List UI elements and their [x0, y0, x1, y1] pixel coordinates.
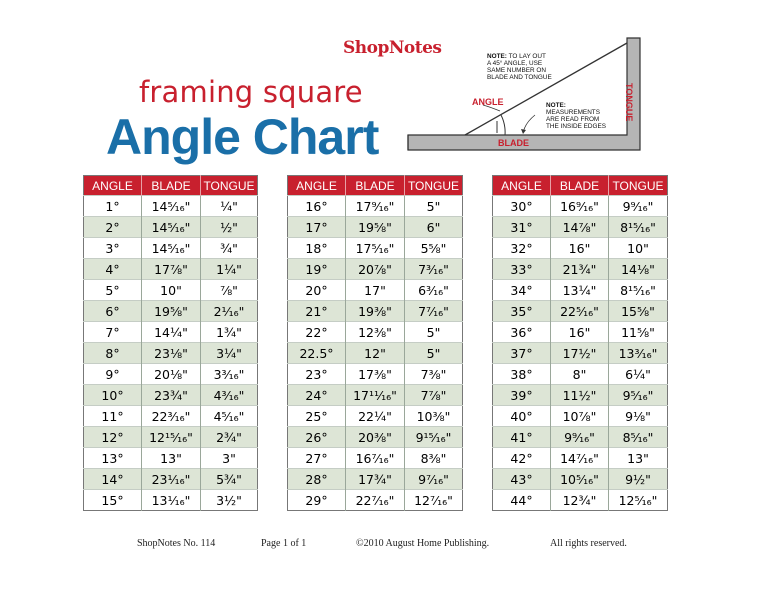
- blade-cell: 23¾": [142, 385, 201, 406]
- angle-cell: 34°: [493, 280, 551, 301]
- angle-cell: 20°: [288, 280, 346, 301]
- tongue-cell: 12⁵⁄₁₆": [609, 490, 668, 511]
- brand-logo: ShopNotes: [343, 38, 442, 58]
- note-line-6: ARE READ FROM: [546, 116, 600, 123]
- angle-cell: 18°: [288, 238, 346, 259]
- table-row: [84, 322, 258, 343]
- blade-cell: 22⁵⁄₁₆": [551, 301, 609, 322]
- tongue-cell: 12⁷⁄₁₆": [405, 490, 463, 511]
- tongue-cell: 15⅝": [609, 301, 668, 322]
- angle-cell: 15°: [84, 490, 142, 511]
- blade-cell: 20⅜": [346, 427, 405, 448]
- table-row: [84, 343, 258, 364]
- header-blade: BLADE: [346, 176, 405, 196]
- header-angle: ANGLE: [288, 176, 346, 196]
- tongue-cell: ¾": [201, 238, 258, 259]
- table-row: [84, 217, 258, 238]
- table-row: [493, 343, 668, 364]
- tongue-cell: 3": [201, 448, 258, 469]
- blade-cell: 17⅜": [346, 364, 405, 385]
- footer-copyright: ©2010 August Home Publishing.: [356, 538, 490, 549]
- blade-cell: 8": [551, 364, 609, 385]
- table-body: [288, 196, 463, 511]
- angle-cell: 17°: [288, 217, 346, 238]
- blade-cell: 16": [551, 322, 609, 343]
- blade-cell: 17¹¹⁄₁₆": [346, 385, 405, 406]
- blade-cell: 13¹⁄₁₆": [142, 490, 201, 511]
- table-row: [493, 406, 668, 427]
- angle-cell: 39°: [493, 385, 551, 406]
- blade-cell: 10": [142, 280, 201, 301]
- angle-cell: 24°: [288, 385, 346, 406]
- blade-cell: 22⁷⁄₁₆": [346, 490, 405, 511]
- tongue-cell: 5": [405, 196, 463, 217]
- angle-cell: 9°: [84, 364, 142, 385]
- tongue-label: TONGUE: [624, 83, 634, 122]
- page-subtitle: framing square: [139, 75, 363, 109]
- angle-cell: 40°: [493, 406, 551, 427]
- angle-cell: 31°: [493, 217, 551, 238]
- angle-cell: 3°: [84, 238, 142, 259]
- table-row: [84, 385, 258, 406]
- blade-cell: 20⅞": [346, 259, 405, 280]
- blade-cell: 23⅛": [142, 343, 201, 364]
- blade-cell: 17": [346, 280, 405, 301]
- diagram-note-measure: [546, 102, 606, 130]
- angle-cell: 22°: [288, 322, 346, 343]
- table-row: [288, 259, 463, 280]
- blade-cell: 12¾": [551, 490, 609, 511]
- angle-cell: 28°: [288, 469, 346, 490]
- blade-cell: 14⅞": [551, 217, 609, 238]
- blade-cell: 11½": [551, 385, 609, 406]
- tongue-cell: 3¼": [201, 343, 258, 364]
- blade-cell: 20⅛": [142, 364, 201, 385]
- tongue-cell: 4³⁄₁₆": [201, 385, 258, 406]
- tongue-cell: ½": [201, 217, 258, 238]
- table-row: [493, 301, 668, 322]
- angle-cell: 33°: [493, 259, 551, 280]
- table-row: [288, 490, 463, 511]
- table-row: [84, 259, 258, 280]
- blade-cell: 9⁹⁄₁₆": [551, 427, 609, 448]
- table-row: [288, 217, 463, 238]
- table-row: [493, 217, 668, 238]
- table-header-row: [288, 176, 463, 196]
- angle-cell: 37°: [493, 343, 551, 364]
- angle-cell: 19°: [288, 259, 346, 280]
- angle-cell: 32°: [493, 238, 551, 259]
- table-row: [493, 385, 668, 406]
- tongue-cell: 7⁷⁄₁₆": [405, 301, 463, 322]
- header-tongue: TONGUE: [405, 176, 463, 196]
- tongue-cell: 5¾": [201, 469, 258, 490]
- tongue-cell: 11⅝": [609, 322, 668, 343]
- tongue-cell: 7⅜": [405, 364, 463, 385]
- tongue-cell: 7³⁄₁₆": [405, 259, 463, 280]
- note-line-5: MEASUREMENTS: [546, 109, 600, 116]
- blade-cell: 16⁷⁄₁₆": [346, 448, 405, 469]
- table-row: [493, 259, 668, 280]
- angle-cell: 44°: [493, 490, 551, 511]
- angle-table-1: [83, 175, 258, 511]
- blade-cell: 19⅜": [346, 301, 405, 322]
- tongue-cell: 5": [405, 322, 463, 343]
- note-line-3: SAME NUMBER ON: [487, 67, 546, 74]
- table-header-row: [493, 176, 668, 196]
- angle-cell: 5°: [84, 280, 142, 301]
- table-row: [493, 448, 668, 469]
- table-row: [493, 427, 668, 448]
- tongue-cell: 5⅝": [405, 238, 463, 259]
- angle-cell: 11°: [84, 406, 142, 427]
- blade-label: BLADE: [498, 138, 529, 148]
- table-row: [84, 364, 258, 385]
- angle-cell: 42°: [493, 448, 551, 469]
- table-row: [84, 406, 258, 427]
- blade-cell: 19⅝": [142, 301, 201, 322]
- blade-cell: 14¼": [142, 322, 201, 343]
- table-row: [493, 238, 668, 259]
- tongue-cell: 9⁹⁄₁₆": [609, 196, 668, 217]
- blade-cell: 10⁵⁄₁₆": [551, 469, 609, 490]
- angle-cell: 2°: [84, 217, 142, 238]
- tongue-cell: 6³⁄₁₆": [405, 280, 463, 301]
- tongue-cell: 8¹⁵⁄₁₆": [609, 217, 668, 238]
- tongue-cell: 4⁵⁄₁₆": [201, 406, 258, 427]
- blade-cell: 17⅞": [142, 259, 201, 280]
- angle-cell: 6°: [84, 301, 142, 322]
- blade-cell: 19⅝": [346, 217, 405, 238]
- header-angle: ANGLE: [493, 176, 551, 196]
- header-blade: BLADE: [551, 176, 609, 196]
- table-row: [493, 469, 668, 490]
- note-line-4: BLADE AND TONGUE: [487, 74, 552, 81]
- blade-cell: 14⁷⁄₁₆": [551, 448, 609, 469]
- tongue-cell: 8⁵⁄₁₆": [609, 427, 668, 448]
- blade-cell: 23¹⁄₁₆": [142, 469, 201, 490]
- angle-cell: 38°: [493, 364, 551, 385]
- tongue-cell: 13": [609, 448, 668, 469]
- tongue-cell: 6¼": [609, 364, 668, 385]
- diagram-note-top: [487, 53, 552, 81]
- table-body: [84, 196, 258, 511]
- table-header-row: [84, 176, 258, 196]
- tongue-cell: 10": [609, 238, 668, 259]
- angle-table-2: [287, 175, 463, 511]
- blade-cell: 13¼": [551, 280, 609, 301]
- tongue-cell: 8⅜": [405, 448, 463, 469]
- table-row: [288, 301, 463, 322]
- tongue-cell: 9⅛": [609, 406, 668, 427]
- blade-cell: 13": [142, 448, 201, 469]
- table-row: [84, 490, 258, 511]
- table-row: [84, 448, 258, 469]
- angle-cell: 10°: [84, 385, 142, 406]
- blade-cell: 16⁹⁄₁₆": [551, 196, 609, 217]
- note-head: NOTE:: [487, 53, 507, 60]
- angle-cell: 41°: [493, 427, 551, 448]
- blade-cell: 17⁵⁄₁₆": [346, 238, 405, 259]
- table-row: [84, 469, 258, 490]
- angle-cell: 29°: [288, 490, 346, 511]
- table-row: [493, 490, 668, 511]
- tongue-cell: 1¾": [201, 322, 258, 343]
- table-row: [288, 343, 463, 364]
- table-row: [493, 280, 668, 301]
- table-row: [288, 364, 463, 385]
- tongue-cell: 2¾": [201, 427, 258, 448]
- tongue-cell: 10⅜": [405, 406, 463, 427]
- footer-page: Page 1 of 1: [261, 538, 307, 549]
- tongue-cell: 9½": [609, 469, 668, 490]
- tongue-cell: 9¹⁵⁄₁₆": [405, 427, 463, 448]
- framing-square-diagram: [405, 35, 645, 155]
- tongue-cell: 3³⁄₁₆": [201, 364, 258, 385]
- footer-issue: ShopNotes No. 114: [137, 538, 216, 549]
- angle-cell: 1°: [84, 196, 142, 217]
- page-title: Angle Chart: [106, 109, 379, 165]
- blade-cell: 12": [346, 343, 405, 364]
- angle-cell: 16°: [288, 196, 346, 217]
- tongue-cell: 2¹⁄₁₆": [201, 301, 258, 322]
- table-row: [84, 427, 258, 448]
- table-row: [288, 406, 463, 427]
- tongue-cell: 14⅛": [609, 259, 668, 280]
- angle-cell: 13°: [84, 448, 142, 469]
- angle-cell: 36°: [493, 322, 551, 343]
- blade-cell: 22³⁄₁₆": [142, 406, 201, 427]
- footer-rights: All rights reserved.: [550, 538, 627, 549]
- angle-cell: 25°: [288, 406, 346, 427]
- angle-cell: 14°: [84, 469, 142, 490]
- angle-cell: 22.5°: [288, 343, 346, 364]
- blade-cell: 16": [551, 238, 609, 259]
- tongue-cell: 3½": [201, 490, 258, 511]
- table-row: [84, 280, 258, 301]
- note-line-7: THE INSIDE EDGES: [546, 123, 607, 130]
- tongue-cell: 8¹⁵⁄₁₆": [609, 280, 668, 301]
- tongue-cell: 1¼": [201, 259, 258, 280]
- table-row: [288, 427, 463, 448]
- table-row: [288, 238, 463, 259]
- blade-cell: 12¹⁵⁄₁₆": [142, 427, 201, 448]
- table-row: [288, 196, 463, 217]
- angle-cell: 35°: [493, 301, 551, 322]
- blade-cell: 21¾": [551, 259, 609, 280]
- tongue-cell: 13³⁄₁₆": [609, 343, 668, 364]
- blade-cell: 12⅜": [346, 322, 405, 343]
- angle-cell: 43°: [493, 469, 551, 490]
- angle-cell: 8°: [84, 343, 142, 364]
- table-row: [493, 196, 668, 217]
- angle-label: ANGLE: [472, 97, 504, 107]
- blade-cell: 14⁵⁄₁₆": [142, 217, 201, 238]
- table-row: [288, 469, 463, 490]
- angle-cell: 21°: [288, 301, 346, 322]
- table-row: [84, 301, 258, 322]
- angle-table-3: [492, 175, 668, 511]
- note-head-2: NOTE:: [546, 102, 566, 109]
- angle-cell: 4°: [84, 259, 142, 280]
- tongue-cell: 7⅞": [405, 385, 463, 406]
- angle-cell: 23°: [288, 364, 346, 385]
- blade-cell: 17½": [551, 343, 609, 364]
- blade-cell: 22¼": [346, 406, 405, 427]
- angle-cell: 12°: [84, 427, 142, 448]
- table-row: [493, 364, 668, 385]
- tongue-cell: 5": [405, 343, 463, 364]
- angle-cell: 27°: [288, 448, 346, 469]
- blade-cell: 17¾": [346, 469, 405, 490]
- table-row: [288, 322, 463, 343]
- table-row: [288, 448, 463, 469]
- blade-cell: 17⁹⁄₁₆": [346, 196, 405, 217]
- tongue-cell: 9⁵⁄₁₆": [609, 385, 668, 406]
- tongue-cell: ⅞": [201, 280, 258, 301]
- angle-cell: 7°: [84, 322, 142, 343]
- table-row: [84, 196, 258, 217]
- header-tongue: TONGUE: [201, 176, 258, 196]
- blade-cell: 14⁵⁄₁₆": [142, 238, 201, 259]
- header-angle: ANGLE: [84, 176, 142, 196]
- table-row: [288, 280, 463, 301]
- table-row: [493, 322, 668, 343]
- blade-cell: 10⅞": [551, 406, 609, 427]
- table-row: [288, 385, 463, 406]
- tongue-cell: ¼": [201, 196, 258, 217]
- header-tongue: TONGUE: [609, 176, 668, 196]
- tongue-cell: 6": [405, 217, 463, 238]
- blade-cell: 14⁵⁄₁₆": [142, 196, 201, 217]
- note-line-2: A 45° ANGLE, USE: [487, 60, 543, 67]
- header-blade: BLADE: [142, 176, 201, 196]
- angle-cell: 30°: [493, 196, 551, 217]
- angle-cell: 26°: [288, 427, 346, 448]
- note-line-1: TO LAY OUT: [508, 53, 546, 60]
- table-row: [84, 238, 258, 259]
- table-body: [493, 196, 668, 511]
- tongue-cell: 9⁷⁄₁₆": [405, 469, 463, 490]
